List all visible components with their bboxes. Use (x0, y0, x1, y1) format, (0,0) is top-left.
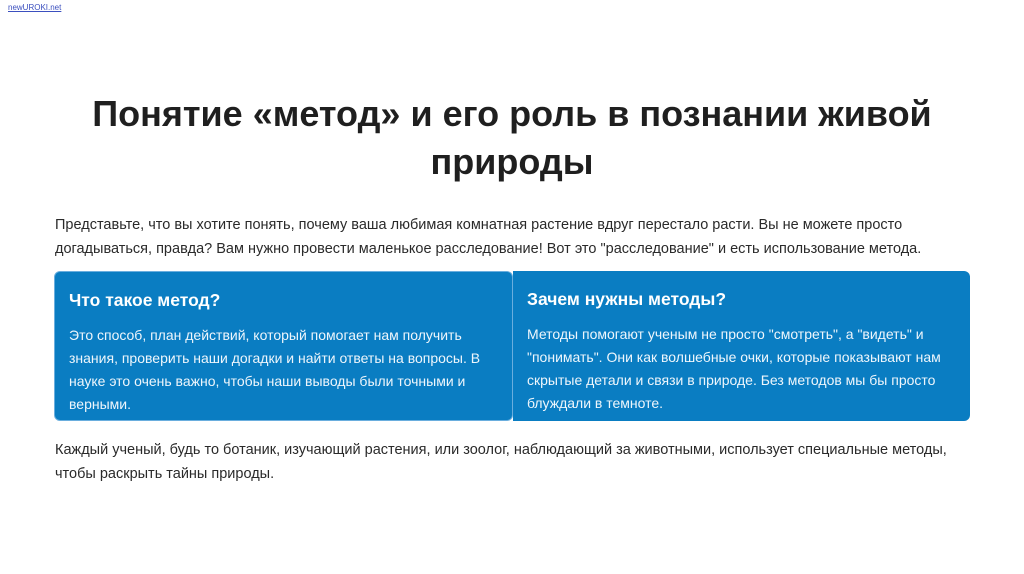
slide-title: Понятие «метод» и его роль в познании живой природы (92, 93, 932, 182)
card-title: Что такое метод? (69, 290, 221, 310)
card-title: Зачем нужны методы? (527, 289, 727, 309)
card-what-is-method (54, 271, 513, 421)
card-why-methods (513, 271, 970, 421)
card-text: Это способ, план действий, который помогает нам получить знания, проверить наши догадки и найти ответы на вопросы. В науке это очень важно, чтобы наши выводы были точными и верными. (69, 327, 481, 412)
intro-paragraph: Представьте, что вы хотите понять, почему ваша любимая комнатная растение вдруг перестало расти. Вы не можете просто догадываться, правда? Вам нужно провести маленькое расследование! Вот это "расследование" и есть использование метода. (55, 217, 922, 257)
info-cards (54, 271, 970, 421)
outro-paragraph: Каждый ученый, будь то ботаник, изучающий растения, или зоолог, наблюдающий за животными, использует специальные методы, чтобы раскрыть тайны природы. (55, 442, 947, 482)
card-text: Методы помогают ученым не просто "смотреть", а "видеть" и "понимать". Они как волшебные очки, которые показывают нам скрытые детали и связи в природе. Без методов мы бы просто блуждали в темноте. (527, 326, 941, 411)
site-link[interactable]: newUROKI.net (8, 3, 62, 12)
